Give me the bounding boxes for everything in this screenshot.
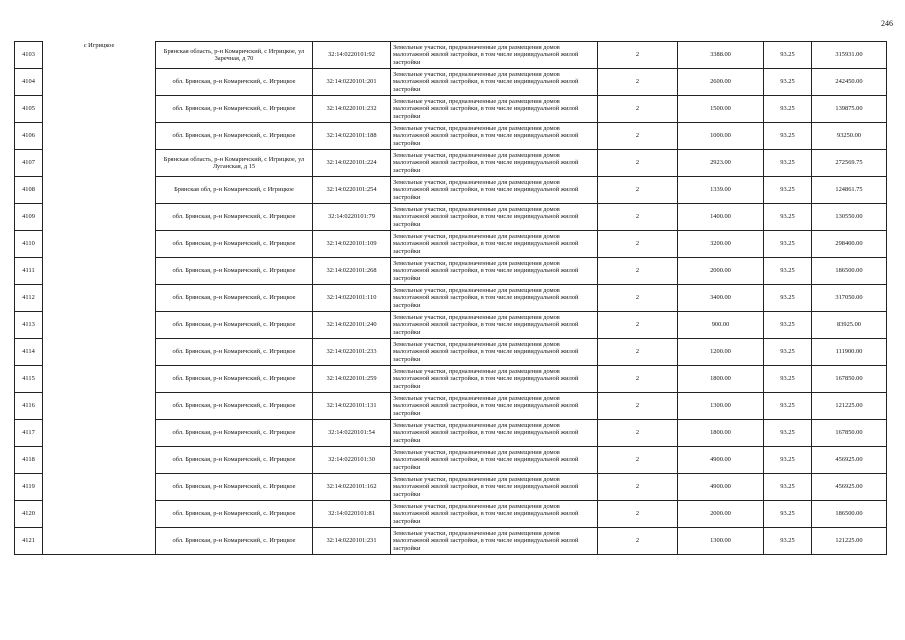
cadastral-value-cell: 121225.00 — [812, 393, 887, 420]
cadastral-number-cell: 32:14:0220101:224 — [313, 150, 391, 177]
row-number: 4120 — [15, 501, 43, 528]
locality-cell — [43, 420, 156, 447]
row-number: 4108 — [15, 177, 43, 204]
cadastral-number-cell: 32:14:0220101:254 — [313, 177, 391, 204]
cadastral-number-cell: 32:14:0220101:233 — [313, 339, 391, 366]
rate-cell: 93.25 — [764, 312, 812, 339]
rate-cell: 93.25 — [764, 96, 812, 123]
category-cell: 2 — [598, 96, 678, 123]
rate-cell: 93.25 — [764, 285, 812, 312]
table-row — [15, 231, 887, 258]
table-row — [15, 339, 887, 366]
area-cell: 4900.00 — [678, 474, 764, 501]
permitted-use-cell: Земельные участки, предназначенные для размещения домов малоэтажной жилой застройки, в том числе индивидуальной жилой застройки — [391, 528, 598, 555]
cadastral-value-cell: 167850.00 — [812, 366, 887, 393]
table-row — [15, 150, 887, 177]
table-row — [15, 447, 887, 474]
category-cell: 2 — [598, 123, 678, 150]
row-number: 4105 — [15, 96, 43, 123]
cadastral-number-cell: 32:14:0220101:131 — [313, 393, 391, 420]
row-number: 4112 — [15, 285, 43, 312]
locality-cell — [43, 528, 156, 555]
locality-cell — [43, 150, 156, 177]
cadastral-number-cell: 32:14:0220101:92 — [313, 42, 391, 69]
page-number: 246 — [881, 19, 893, 28]
locality-cell — [43, 393, 156, 420]
cadastral-number-cell: 32:14:0220101:259 — [313, 366, 391, 393]
permitted-use-cell: Земельные участки, предназначенные для размещения домов малоэтажной жилой застройки, в том числе индивидуальной жилой застройки — [391, 393, 598, 420]
row-number: 4104 — [15, 69, 43, 96]
cadastral-number-cell: 32:14:0220101:268 — [313, 258, 391, 285]
area-cell: 1500.00 — [678, 96, 764, 123]
table-row — [15, 420, 887, 447]
permitted-use-cell: Земельные участки, предназначенные для размещения домов малоэтажной жилой застройки, в том числе индивидуальной жилой застройки — [391, 177, 598, 204]
table-row — [15, 366, 887, 393]
rate-cell: 93.25 — [764, 150, 812, 177]
row-number: 4117 — [15, 420, 43, 447]
area-cell: 2000.00 — [678, 501, 764, 528]
locality-cell — [43, 231, 156, 258]
category-cell: 2 — [598, 528, 678, 555]
locality-cell — [43, 177, 156, 204]
address-cell: Брянская область, р-н Комаричский, с Игрицкое, ул Заречная, д 70 — [156, 42, 313, 69]
permitted-use-cell: Земельные участки, предназначенные для размещения домов малоэтажной жилой застройки, в том числе индивидуальной жилой застройки — [391, 501, 598, 528]
rate-cell: 93.25 — [764, 366, 812, 393]
table-row — [15, 177, 887, 204]
row-number: 4119 — [15, 474, 43, 501]
cadastral-value-table — [14, 41, 887, 555]
area-cell: 1300.00 — [678, 393, 764, 420]
category-cell: 2 — [598, 501, 678, 528]
area-cell: 1800.00 — [678, 366, 764, 393]
permitted-use-cell: Земельные участки, предназначенные для размещения домов малоэтажной жилой застройки, в том числе индивидуальной жилой застройки — [391, 123, 598, 150]
rate-cell: 93.25 — [764, 42, 812, 69]
address-cell: обл. Брянская, р-н Комаричский, с. Игрицкое — [156, 447, 313, 474]
rate-cell: 93.25 — [764, 204, 812, 231]
row-number: 4113 — [15, 312, 43, 339]
cadastral-value-cell: 111900.00 — [812, 339, 887, 366]
category-cell: 2 — [598, 42, 678, 69]
rate-cell: 93.25 — [764, 123, 812, 150]
row-number: 4115 — [15, 366, 43, 393]
row-number: 4114 — [15, 339, 43, 366]
cadastral-value-cell: 121225.00 — [812, 528, 887, 555]
rate-cell: 93.25 — [764, 231, 812, 258]
category-cell: 2 — [598, 447, 678, 474]
area-cell: 1200.00 — [678, 339, 764, 366]
locality-cell — [43, 258, 156, 285]
row-number: 4103 — [15, 42, 43, 69]
category-cell: 2 — [598, 474, 678, 501]
cadastral-value-cell: 139875.00 — [812, 96, 887, 123]
cadastral-value-cell: 167850.00 — [812, 420, 887, 447]
row-number: 4110 — [15, 231, 43, 258]
cadastral-number-cell: 32:14:0220101:188 — [313, 123, 391, 150]
row-number: 4109 — [15, 204, 43, 231]
locality-cell — [43, 285, 156, 312]
table-row — [15, 393, 887, 420]
locality-cell — [43, 123, 156, 150]
address-cell: Брянская область, р-н Комаричский, с Игрицкое, ул Луганская, д 15 — [156, 150, 313, 177]
locality-cell — [43, 96, 156, 123]
table-row — [15, 474, 887, 501]
rate-cell: 93.25 — [764, 69, 812, 96]
area-cell: 2000.00 — [678, 258, 764, 285]
address-cell: обл. Брянская, р-н Комаричский, с. Игрицкое — [156, 312, 313, 339]
table-row — [15, 123, 887, 150]
cadastral-value-cell: 456925.00 — [812, 447, 887, 474]
area-cell: 4900.00 — [678, 447, 764, 474]
locality-cell — [43, 339, 156, 366]
table-row — [15, 42, 887, 69]
cadastral-value-cell: 83925.00 — [812, 312, 887, 339]
locality-cell — [43, 204, 156, 231]
cadastral-number-cell: 32:14:0220101:201 — [313, 69, 391, 96]
cadastral-value-cell: 93250.00 — [812, 123, 887, 150]
permitted-use-cell: Земельные участки, предназначенные для размещения домов малоэтажной жилой застройки, в том числе индивидуальной жилой застройки — [391, 312, 598, 339]
category-cell: 2 — [598, 150, 678, 177]
permitted-use-cell: Земельные участки, предназначенные для размещения домов малоэтажной жилой застройки, в том числе индивидуальной жилой застройки — [391, 42, 598, 69]
cadastral-number-cell: 32:14:0220101:231 — [313, 528, 391, 555]
rate-cell: 93.25 — [764, 339, 812, 366]
locality-cell — [43, 474, 156, 501]
permitted-use-cell: Земельные участки, предназначенные для размещения домов малоэтажной жилой застройки, в том числе индивидуальной жилой застройки — [391, 69, 598, 96]
address-cell: обл. Брянская, р-н Комаричский, с. Игрицкое — [156, 420, 313, 447]
address-cell: обл. Брянская, р-н Комаричский, с. Игрицкое — [156, 231, 313, 258]
cadastral-value-cell: 130550.00 — [812, 204, 887, 231]
rate-cell: 93.25 — [764, 393, 812, 420]
category-cell: 2 — [598, 258, 678, 285]
address-cell: Брянская обл, р-н Комаричский, с Игрицкое — [156, 177, 313, 204]
rate-cell: 93.25 — [764, 177, 812, 204]
permitted-use-cell: Земельные участки, предназначенные для размещения домов малоэтажной жилой застройки, в том числе индивидуальной жилой застройки — [391, 474, 598, 501]
permitted-use-cell: Земельные участки, предназначенные для размещения домов малоэтажной жилой застройки, в том числе индивидуальной жилой застройки — [391, 96, 598, 123]
address-cell: обл. Брянская, р-н Комаричский, с. Игрицкое — [156, 366, 313, 393]
row-number: 4111 — [15, 258, 43, 285]
cadastral-number-cell: 32:14:0220101:30 — [313, 447, 391, 474]
cadastral-number-cell: 32:14:0220101:110 — [313, 285, 391, 312]
permitted-use-cell: Земельные участки, предназначенные для размещения домов малоэтажной жилой застройки, в том числе индивидуальной жилой застройки — [391, 285, 598, 312]
address-cell: обл. Брянская, р-н Комаричский, с. Игрицкое — [156, 123, 313, 150]
category-cell: 2 — [598, 312, 678, 339]
area-cell: 2600.00 — [678, 69, 764, 96]
area-cell: 900.00 — [678, 312, 764, 339]
cadastral-number-cell: 32:14:0220101:79 — [313, 204, 391, 231]
area-cell: 1300.00 — [678, 528, 764, 555]
address-cell: обл. Брянская, р-н Комаричский, с. Игрицкое — [156, 285, 313, 312]
area-cell: 1339.00 — [678, 177, 764, 204]
rate-cell: 93.25 — [764, 420, 812, 447]
permitted-use-cell: Земельные участки, предназначенные для размещения домов малоэтажной жилой застройки, в том числе индивидуальной жилой застройки — [391, 150, 598, 177]
area-cell: 1000.00 — [678, 123, 764, 150]
table-row — [15, 501, 887, 528]
row-number: 4118 — [15, 447, 43, 474]
cadastral-value-cell: 298400.00 — [812, 231, 887, 258]
category-cell: 2 — [598, 393, 678, 420]
category-cell: 2 — [598, 339, 678, 366]
area-cell: 1400.00 — [678, 204, 764, 231]
area-cell: 3388.00 — [678, 42, 764, 69]
permitted-use-cell: Земельные участки, предназначенные для размещения домов малоэтажной жилой застройки, в том числе индивидуальной жилой застройки — [391, 339, 598, 366]
locality-cell — [43, 366, 156, 393]
permitted-use-cell: Земельные участки, предназначенные для размещения домов малоэтажной жилой застройки, в том числе индивидуальной жилой застройки — [391, 420, 598, 447]
cadastral-number-cell: 32:14:0220101:232 — [313, 96, 391, 123]
cadastral-value-cell: 315931.00 — [812, 42, 887, 69]
category-cell: 2 — [598, 69, 678, 96]
address-cell: обл. Брянская, р-н Комаричский, с. Игрицкое — [156, 204, 313, 231]
area-cell: 2923.00 — [678, 150, 764, 177]
area-cell: 3200.00 — [678, 231, 764, 258]
row-number: 4106 — [15, 123, 43, 150]
cadastral-value-cell: 456925.00 — [812, 474, 887, 501]
permitted-use-cell: Земельные участки, предназначенные для размещения домов малоэтажной жилой застройки, в том числе индивидуальной жилой застройки — [391, 366, 598, 393]
table-row — [15, 204, 887, 231]
cadastral-value-cell: 272569.75 — [812, 150, 887, 177]
address-cell: обл. Брянская, р-н Комаричский, с. Игрицкое — [156, 96, 313, 123]
permitted-use-cell: Земельные участки, предназначенные для размещения домов малоэтажной жилой застройки, в том числе индивидуальной жилой застройки — [391, 231, 598, 258]
table-body — [15, 42, 887, 555]
rate-cell: 93.25 — [764, 447, 812, 474]
cadastral-value-cell: 186500.00 — [812, 501, 887, 528]
cadastral-number-cell: 32:14:0220101:240 — [313, 312, 391, 339]
row-number: 4116 — [15, 393, 43, 420]
cadastral-value-cell: 317050.00 — [812, 285, 887, 312]
table-row — [15, 96, 887, 123]
cadastral-value-cell: 124861.75 — [812, 177, 887, 204]
category-cell: 2 — [598, 204, 678, 231]
locality-cell — [43, 501, 156, 528]
address-cell: обл. Брянская, р-н Комаричский, с. Игрицкое — [156, 474, 313, 501]
table-row — [15, 285, 887, 312]
table-row — [15, 69, 887, 96]
locality-cell: с Игрицкое — [43, 42, 156, 69]
cadastral-number-cell: 32:14:0220101:81 — [313, 501, 391, 528]
category-cell: 2 — [598, 285, 678, 312]
cadastral-value-cell: 242450.00 — [812, 69, 887, 96]
cadastral-number-cell: 32:14:0220101:109 — [313, 231, 391, 258]
rate-cell: 93.25 — [764, 501, 812, 528]
rate-cell: 93.25 — [764, 474, 812, 501]
table-row — [15, 528, 887, 555]
row-number: 4107 — [15, 150, 43, 177]
address-cell: обл. Брянская, р-н Комаричский, с. Игрицкое — [156, 258, 313, 285]
locality-cell — [43, 312, 156, 339]
table-row — [15, 312, 887, 339]
row-number: 4121 — [15, 528, 43, 555]
category-cell: 2 — [598, 420, 678, 447]
category-cell: 2 — [598, 231, 678, 258]
area-cell: 1800.00 — [678, 420, 764, 447]
table-row — [15, 258, 887, 285]
rate-cell: 93.25 — [764, 258, 812, 285]
locality-cell — [43, 69, 156, 96]
cadastral-value-cell: 186500.00 — [812, 258, 887, 285]
category-cell: 2 — [598, 177, 678, 204]
address-cell: обл. Брянская, р-н Комаричский, с. Игрицкое — [156, 528, 313, 555]
address-cell: обл. Брянская, р-н Комаричский, с. Игрицкое — [156, 339, 313, 366]
cadastral-number-cell: 32:14:0220101:162 — [313, 474, 391, 501]
address-cell: обл. Брянская, р-н Комаричский, с. Игрицкое — [156, 501, 313, 528]
permitted-use-cell: Земельные участки, предназначенные для размещения домов малоэтажной жилой застройки, в том числе индивидуальной жилой застройки — [391, 204, 598, 231]
permitted-use-cell: Земельные участки, предназначенные для размещения домов малоэтажной жилой застройки, в том числе индивидуальной жилой застройки — [391, 258, 598, 285]
cadastral-number-cell: 32:14:0220101:54 — [313, 420, 391, 447]
permitted-use-cell: Земельные участки, предназначенные для размещения домов малоэтажной жилой застройки, в том числе индивидуальной жилой застройки — [391, 447, 598, 474]
locality-cell — [43, 447, 156, 474]
area-cell: 3400.00 — [678, 285, 764, 312]
address-cell: обл. Брянская, р-н Комаричский, с. Игрицкое — [156, 393, 313, 420]
rate-cell: 93.25 — [764, 528, 812, 555]
category-cell: 2 — [598, 366, 678, 393]
address-cell: обл. Брянская, р-н Комаричский, с. Игрицкое — [156, 69, 313, 96]
